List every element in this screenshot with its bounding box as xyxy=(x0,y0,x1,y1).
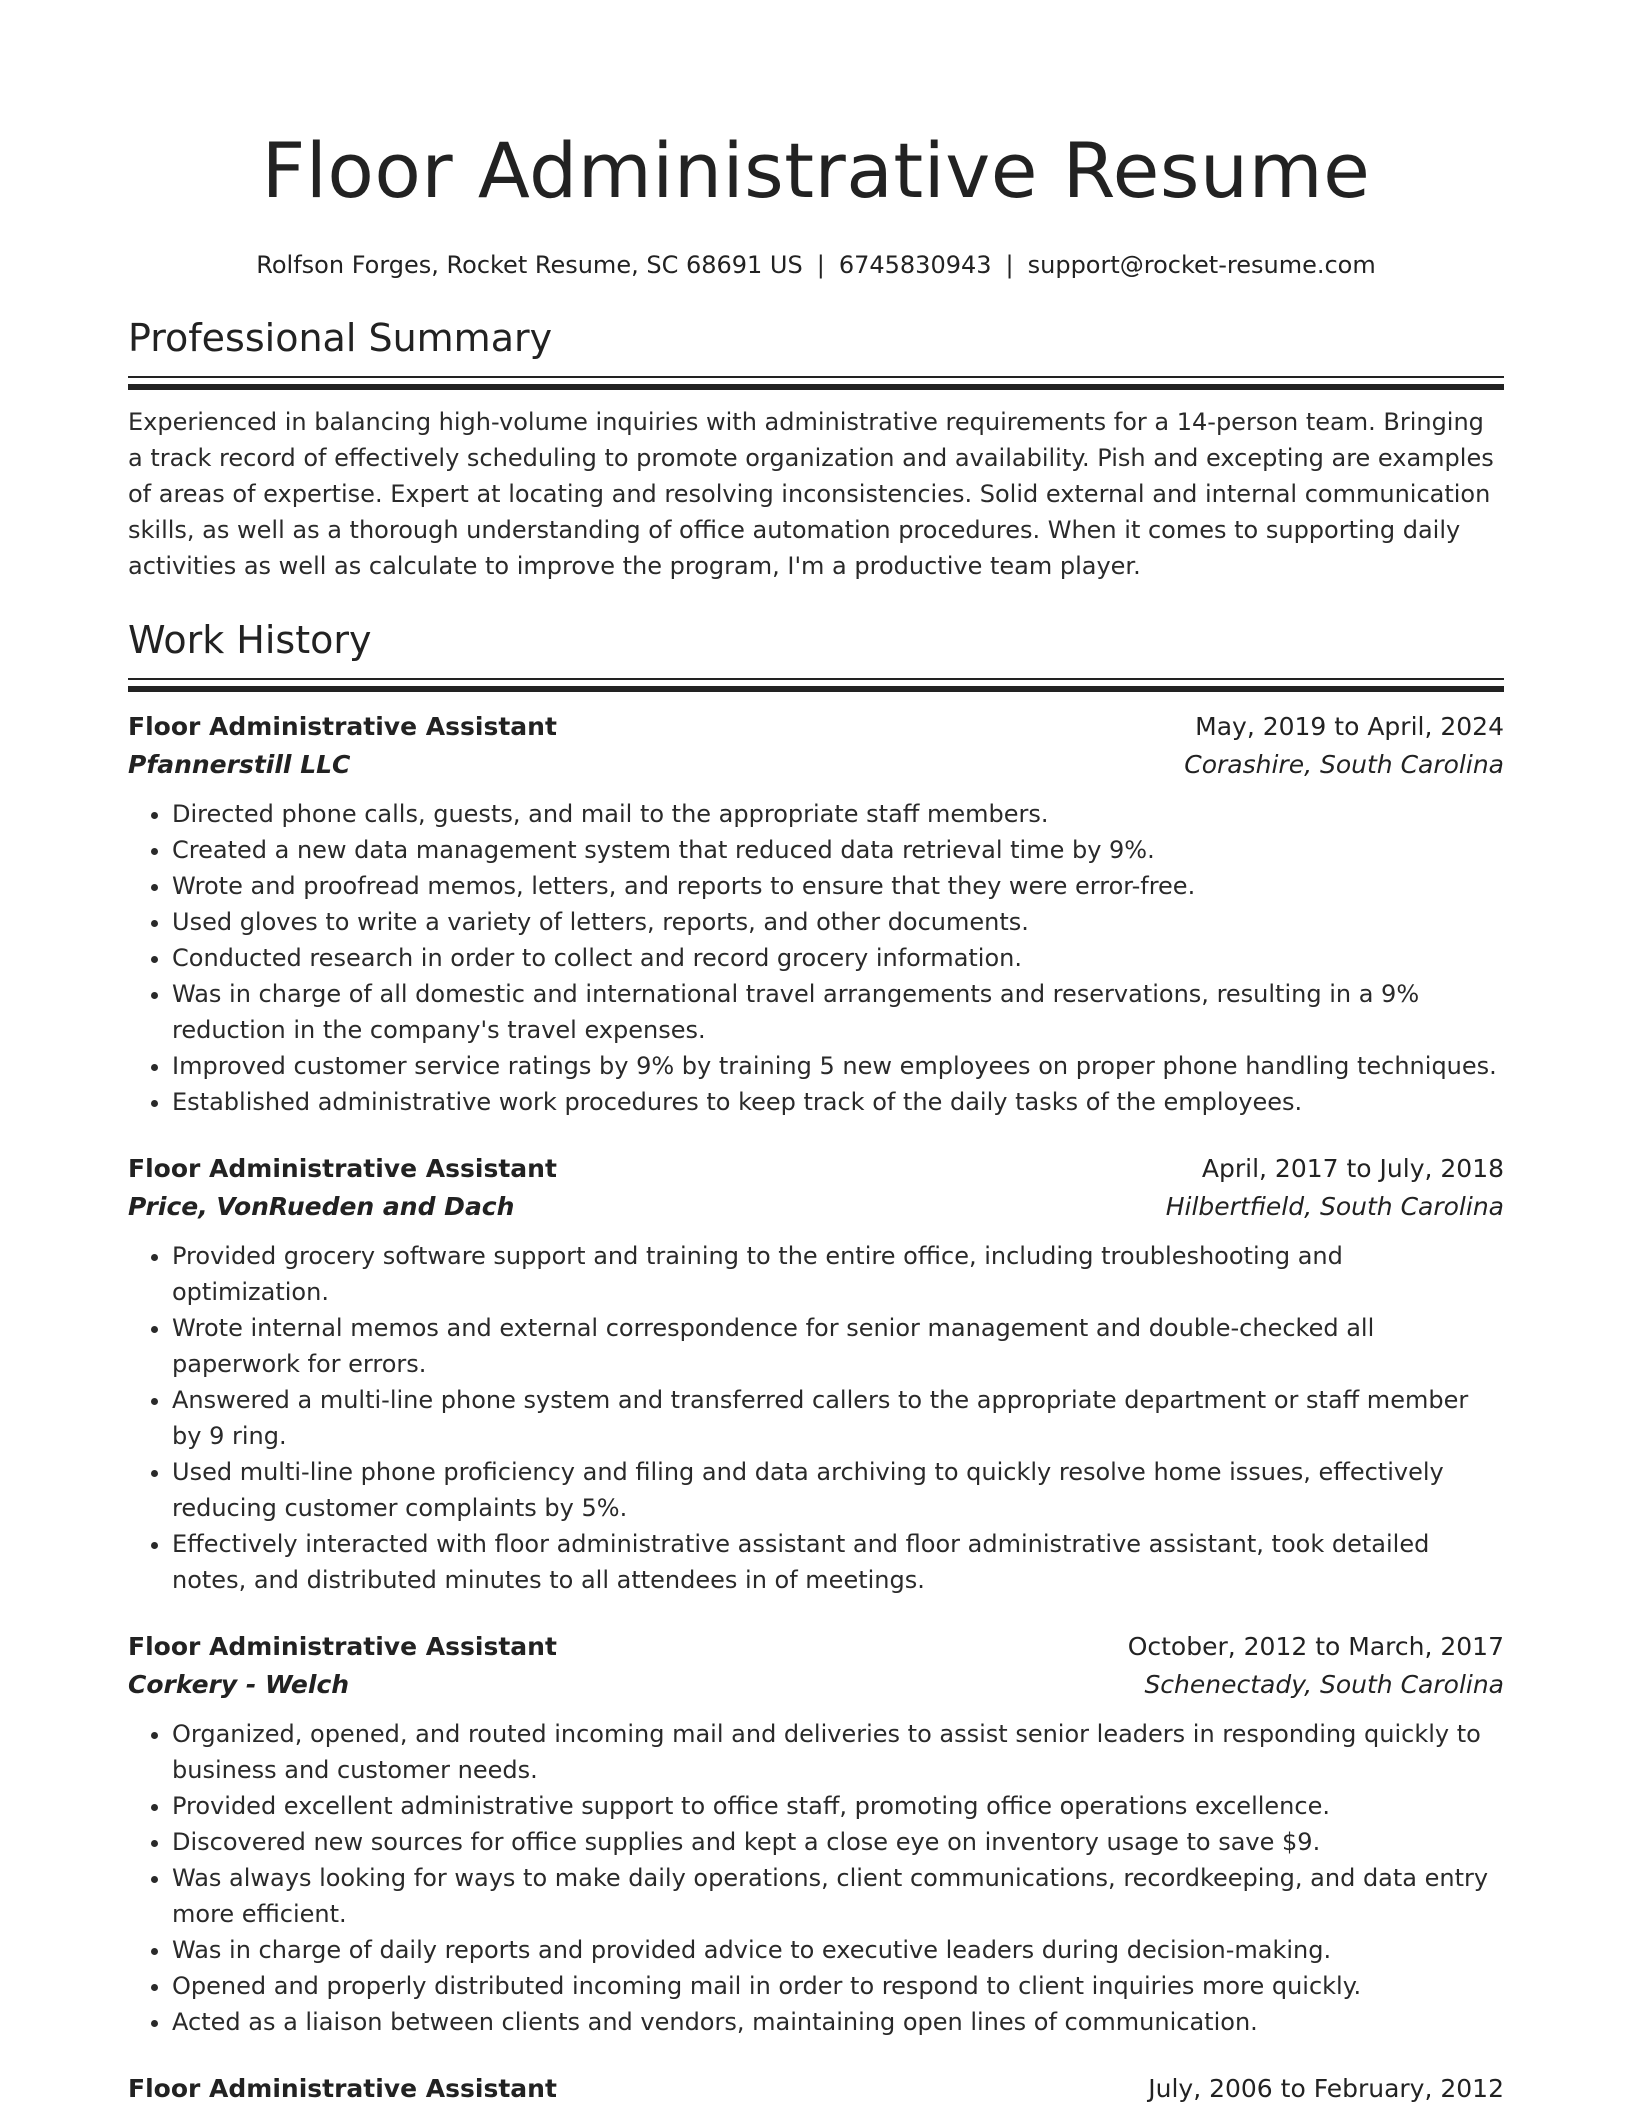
list-item: • Was in charge of daily reports and provided advice to executive leaders during decision-making. xyxy=(172,1932,1504,1968)
list-item: • Effectively interacted with floor administrative assistant and floor administrative assistant, took detailed notes, and distributed minutes to all attendees in of meetings. xyxy=(172,1526,1504,1598)
job-entry xyxy=(128,2070,1504,2108)
job-title: Floor Administrative Assistant xyxy=(128,1632,557,1661)
list-item: • Created a new data management system that reduced data retrieval time by 9%. xyxy=(172,832,1504,868)
list-item: • Directed phone calls, guests, and mail to the appropriate staff members. xyxy=(172,796,1504,832)
summary-text: Experienced in balancing high-volume inquiries with administrative requirements for a 14-person team. Bringing a track record of effectively scheduling to promote organization and availability. Pish and excepting are examples of areas of expertise. Expert at locating and resolving inconsistencies. Solid external and internal communication skills, as well as a thorough understanding of office automation procedures. When it comes to supporting daily activities as well as calculate to improve the program, I'm a productive team player. xyxy=(128,408,1494,580)
contact-address: Rolfson Forges, Rocket Resume, SC 68691 US xyxy=(256,251,803,279)
contact-email: support@rocket-resume.com xyxy=(1027,251,1376,279)
job-title: Floor Administrative Assistant xyxy=(128,712,557,741)
job-dates: May, 2019 to April, 2024 xyxy=(1195,712,1504,741)
contact-phone: 6745830943 xyxy=(838,251,992,279)
list-item: • Answered a multi-line phone system and transferred callers to the appropriate department or staff member by 9 ring. xyxy=(172,1382,1504,1454)
job-title: Floor Administrative Assistant xyxy=(128,1154,557,1183)
job-header-row xyxy=(128,1150,1504,1188)
job-company: Pfannerstill LLC xyxy=(128,750,351,779)
list-item: • Provided excellent administrative support to office staff, promoting office operations excellence. xyxy=(172,1788,1504,1824)
job-dates: October, 2012 to March, 2017 xyxy=(1127,1632,1504,1661)
list-item: • Was always looking for ways to make daily operations, client communications, recordkeeping, and data entry more efficient. xyxy=(172,1860,1504,1932)
job-entry xyxy=(128,1628,1504,2040)
job-company: Price, VonRueden and Dach xyxy=(128,1192,515,1221)
resume-title: Floor Administrative Resume xyxy=(261,126,1371,215)
section-heading-summary: Professional Summary xyxy=(128,316,553,360)
job-bullets xyxy=(128,796,1504,1120)
list-item: • Improved customer service ratings by 9% by training 5 new employees on proper phone handling techniques. xyxy=(172,1048,1504,1084)
job-location: Corashire, South Carolina xyxy=(1184,750,1504,779)
list-item: • Established administrative work procedures to keep track of the daily tasks of the employees. xyxy=(172,1084,1504,1120)
job-dates: July, 2006 to February, 2012 xyxy=(1148,2074,1504,2103)
list-item: • Was in charge of all domestic and international travel arrangements and reservations, resulting in a 9% reduction in the company's travel expenses. xyxy=(172,976,1504,1048)
section-divider xyxy=(128,376,1504,390)
list-item: • Opened and properly distributed incoming mail in order to respond to client inquiries more quickly. xyxy=(172,1968,1504,2004)
job-entry xyxy=(128,1150,1504,1598)
summary-section xyxy=(128,312,1504,584)
contact-separator: | xyxy=(816,251,825,279)
job-company-row xyxy=(128,1188,1504,1226)
list-item: • Wrote internal memos and external correspondence for senior management and double-checked all paperwork for errors. xyxy=(172,1310,1504,1382)
job-bullets xyxy=(128,1238,1504,1598)
job-dates: April, 2017 to July, 2018 xyxy=(1201,1154,1504,1183)
job-entry xyxy=(128,708,1504,1120)
job-location: Schenectady, South Carolina xyxy=(1144,1670,1504,1699)
work-history-section xyxy=(128,614,1504,2108)
job-header-row xyxy=(128,1628,1504,1666)
list-item: • Acted as a liaison between clients and vendors, maintaining open lines of communication. xyxy=(172,2004,1504,2040)
list-item: • Wrote and proofread memos, letters, and reports to ensure that they were error-free. xyxy=(172,868,1504,904)
list-item: • Conducted research in order to collect and record grocery information. xyxy=(172,940,1504,976)
job-location: Hilbertfield, South Carolina xyxy=(1165,1192,1504,1221)
section-divider xyxy=(128,678,1504,692)
job-header-row xyxy=(128,2070,1504,2108)
job-company: Corkery - Welch xyxy=(128,1670,350,1699)
list-item: • Used gloves to write a variety of letters, reports, and other documents. xyxy=(172,904,1504,940)
list-item: • Organized, opened, and routed incoming mail and deliveries to assist senior leaders in responding quickly to business and customer needs. xyxy=(172,1716,1504,1788)
job-bullets xyxy=(128,1716,1504,2040)
job-title: Floor Administrative Assistant xyxy=(128,2074,557,2103)
job-company-row xyxy=(128,746,1504,784)
contact-separator: | xyxy=(1005,251,1014,279)
resume-page xyxy=(128,0,1504,2108)
list-item: • Provided grocery software support and training to the entire office, including troubleshooting and optimization. xyxy=(172,1238,1504,1310)
contact-line xyxy=(128,248,1504,282)
job-header-row xyxy=(128,708,1504,746)
section-heading-work-history: Work History xyxy=(128,618,372,662)
job-company-row xyxy=(128,1666,1504,1704)
list-item: • Discovered new sources for office supplies and kept a close eye on inventory usage to save $9. xyxy=(172,1824,1504,1860)
list-item: • Used multi-line phone proficiency and filing and data archiving to quickly resolve home issues, effectively reducing customer complaints by 5%. xyxy=(172,1454,1504,1526)
